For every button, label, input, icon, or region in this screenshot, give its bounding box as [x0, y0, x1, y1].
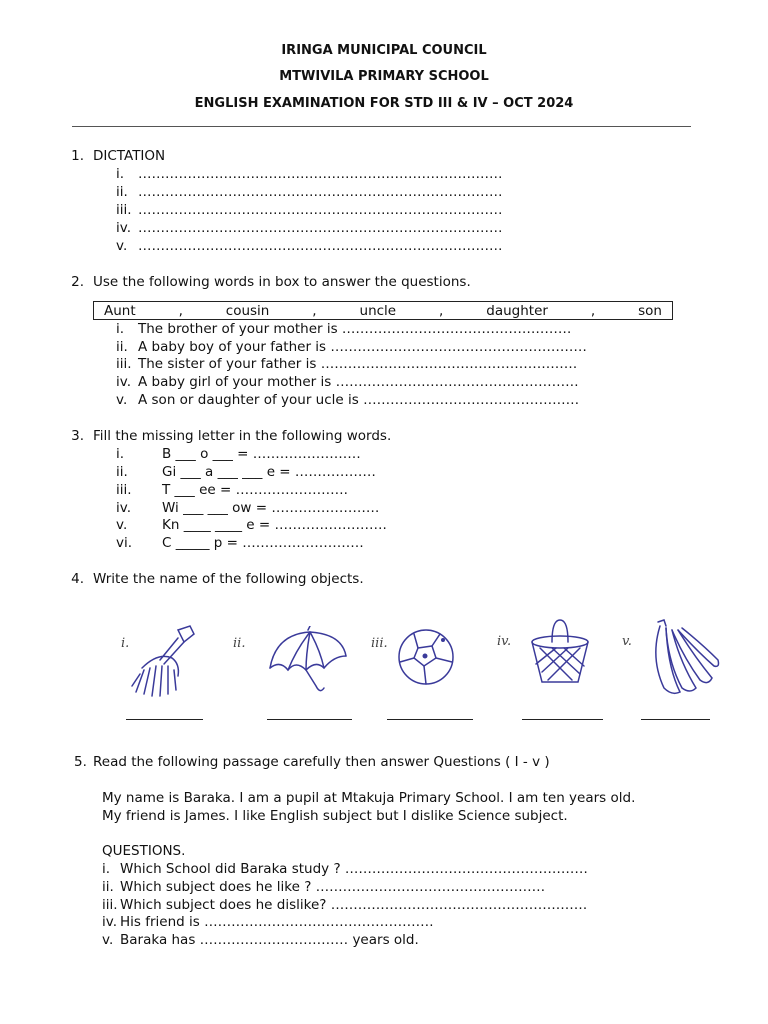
q5-number: 5. [74, 754, 87, 770]
ball-drawing [396, 626, 456, 688]
basket-drawing [528, 618, 592, 688]
q1-number: 1. [71, 148, 84, 164]
object-label: i. [121, 636, 130, 651]
answer-line[interactable] [267, 719, 352, 720]
questions-heading: QUESTIONS. [102, 843, 186, 859]
object-label: iv. [497, 634, 512, 649]
school-title: MTWIVILA PRIMARY SCHOOL [279, 69, 489, 84]
passage-line: My name is Baraka. I am a pupil at Mtakuja Primary School. I am ten years old. [102, 790, 636, 806]
word-box [93, 301, 673, 320]
word-separator: , [178, 302, 183, 319]
header-divider [72, 126, 691, 127]
word-aunt: Aunt [104, 302, 136, 319]
answer-line[interactable] [641, 719, 710, 720]
object-label: v. [622, 634, 632, 649]
rake-drawing [128, 624, 208, 700]
council-title: IRINGA MUNICIPAL COUNCIL [281, 43, 487, 58]
q1-title: DICTATION [93, 148, 166, 164]
bananas-drawing [650, 618, 722, 698]
word-cousin: cousin [225, 302, 270, 319]
q4-title: Write the name of the following objects. [93, 571, 364, 587]
object-label: iii. [371, 636, 388, 651]
q2-number: 2. [71, 274, 84, 290]
passage-line: My friend is James. I like English subject but I dislike Science subject. [102, 808, 568, 824]
word-separator: , [312, 302, 317, 319]
q5-title: Read the following passage carefully then answer Questions ( I - v ) [93, 754, 550, 770]
word-uncle: uncle [359, 302, 397, 319]
q3-title: Fill the missing letter in the following words. [93, 428, 392, 444]
word-separator: , [439, 302, 444, 319]
umbrella-drawing [266, 626, 350, 696]
answer-line[interactable] [522, 719, 603, 720]
word-separator: , [590, 302, 596, 319]
answer-line[interactable] [126, 719, 203, 720]
q3-number: 3. [71, 428, 84, 444]
q2-title: Use the following words in box to answer the questions. [93, 274, 471, 290]
word-daughter: daughter [486, 302, 548, 319]
word-son: son [638, 302, 662, 319]
answer-line[interactable] [387, 719, 473, 720]
exam-title: ENGLISH EXAMINATION FOR STD III & IV – OCT 2024 [194, 96, 574, 111]
object-label: ii. [233, 636, 246, 651]
q4-number: 4. [71, 571, 84, 587]
